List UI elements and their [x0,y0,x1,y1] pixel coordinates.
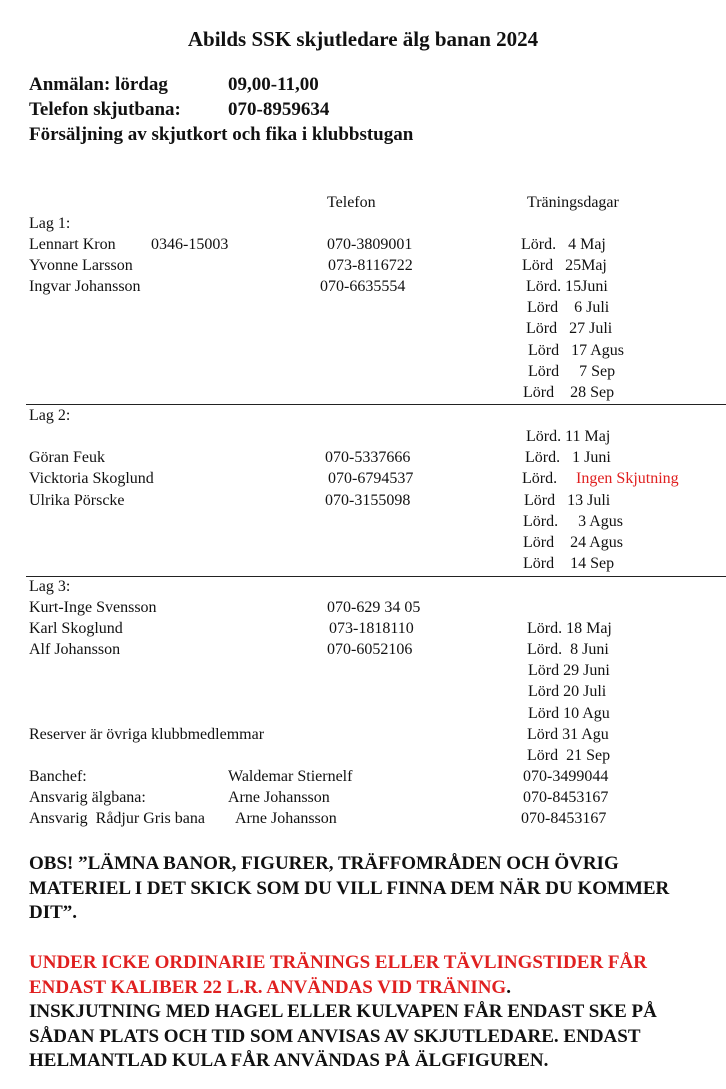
telefon-label: Telefon skjutbana: [29,99,181,120]
column-header-traningsdagar: Träningsdagar [527,194,619,211]
training-date: Lörd. 15Juni [526,278,608,295]
section-divider [26,576,726,577]
training-date: Lörd 7 Sep [528,363,616,380]
training-date: Lörd 13 Juli [524,492,611,509]
training-date: Lörd 29 Juni [528,662,610,679]
member-phone: 070-3155098 [325,492,411,509]
member-phone: 070-6052106 [327,641,413,658]
page-title: Abilds SSK skjutledare älg banan 2024 [187,27,539,51]
training-date: Lörd 25Maj [522,257,607,274]
team-label: Lag 2: [29,407,71,424]
training-date: Lörd. 4 Maj [521,236,606,253]
anmalan-label: Anmälan: lördag [29,74,168,95]
member-name: Kurt-Inge Svensson [29,599,157,616]
member-phone: 070-5337666 [325,449,411,466]
member-phone: 070-629 34 05 [327,599,421,616]
rules-notice [29,951,719,1074]
reserves-note: Reserver är övriga klubbmedlemmar [29,726,265,743]
team-label: Lag 3: [29,578,71,595]
contact-name: Waldemar Stiernelf [228,768,353,785]
contact-role: Ansvarig Rådjur Gris bana [29,810,205,827]
member-name: Vicktoria Skoglund [29,470,154,487]
contact-role: Ansvarig älgbana: [29,789,146,806]
training-date: Lörd. 3 Agus [523,513,623,530]
training-date: Lörd 24 Agus [523,534,623,551]
training-date: Lörd 27 Juli [526,320,613,337]
member-phone: 073-1818110 [329,620,414,637]
contact-name: Arne Johansson [228,789,330,806]
member-name: Karl Skoglund [29,620,123,637]
section-divider [26,404,726,405]
member-phone: 070-3809001 [327,236,413,253]
member-extra-phone: 0346-15003 [151,236,229,253]
training-date: Lörd. 18 Maj [527,620,612,637]
restricted-caliber-notice: UNDER ICKE ORDINARIE TRÄNINGS ELLER TÄVLINGSTIDER FÅR ENDAST KALIBER 22 L.R. ANVÄNDAS VID TRÄNING [29,952,647,998]
member-name: Alf Johansson [29,641,121,658]
anmalan-value: 09,00-11,00 [228,74,319,95]
training-date: Lörd. [522,470,558,487]
contact-name: Arne Johansson [235,810,337,827]
cancelled-session-note: Ingen Skjutning [576,470,679,487]
contact-phone: 070-8453167 [521,810,607,827]
training-date: Lörd 10 Agu [528,705,610,722]
contact-phone: 070-3499044 [523,768,609,785]
member-name: Yvonne Larsson [29,257,133,274]
member-name: Lennart Kron [29,236,116,253]
member-name: Göran Feuk [29,449,105,466]
training-date: Lörd 6 Juli [527,299,610,316]
member-phone: 073-8116722 [328,257,413,274]
member-phone: 070-6635554 [320,278,406,295]
training-date: Lörd 20 Juli [528,683,607,700]
contact-phone: 070-8453167 [523,789,609,806]
member-name: Ulrika Pörscke [29,492,125,509]
restricted-caliber-period: . [506,976,511,998]
training-date: Lörd 28 Sep [523,384,615,401]
member-phone: 070-6794537 [328,470,414,487]
column-header-telefon: Telefon [327,194,376,211]
contact-role: Banchef: [29,768,87,785]
training-date: Lörd. 1 Juni [525,449,611,466]
training-date: Lörd 21 Sep [527,747,611,764]
shooting-rules-notice: INSKJUTNING MED HAGEL ELLER KULVAPEN FÅR ENDAST SKE PÅ SÅDAN PLATS OCH TID SOM ANVISAS AV SKJUTLEDARE. ENDAST HELMANTLAD KULA FÅR ANVÄNDAS PÅ ÄLGFIGUREN. [29,1001,657,1071]
training-date: Lörd 31 Agu [527,726,609,743]
training-date: Lörd. 8 Juni [527,641,609,658]
team-label: Lag 1: [29,215,71,232]
forsaljning-text: Försäljning av skjutkort och fika i klubbstugan [29,124,414,145]
member-name: Ingvar Johansson [29,278,141,295]
telefon-value: 070-8959634 [228,99,330,120]
obs-notice: OBS! ”LÄMNA BANOR, FIGURER, TRÄFFOMRÅDEN OCH ÖVRIG MATERIEL I DET SKICK SOM DU VILL FINNA DEM NÄR DU KOMMER DIT”. [29,853,670,923]
training-date: Lörd 17 Agus [528,342,624,359]
training-date: Lörd 14 Sep [523,555,615,572]
training-date: Lörd. 11 Maj [526,428,611,445]
